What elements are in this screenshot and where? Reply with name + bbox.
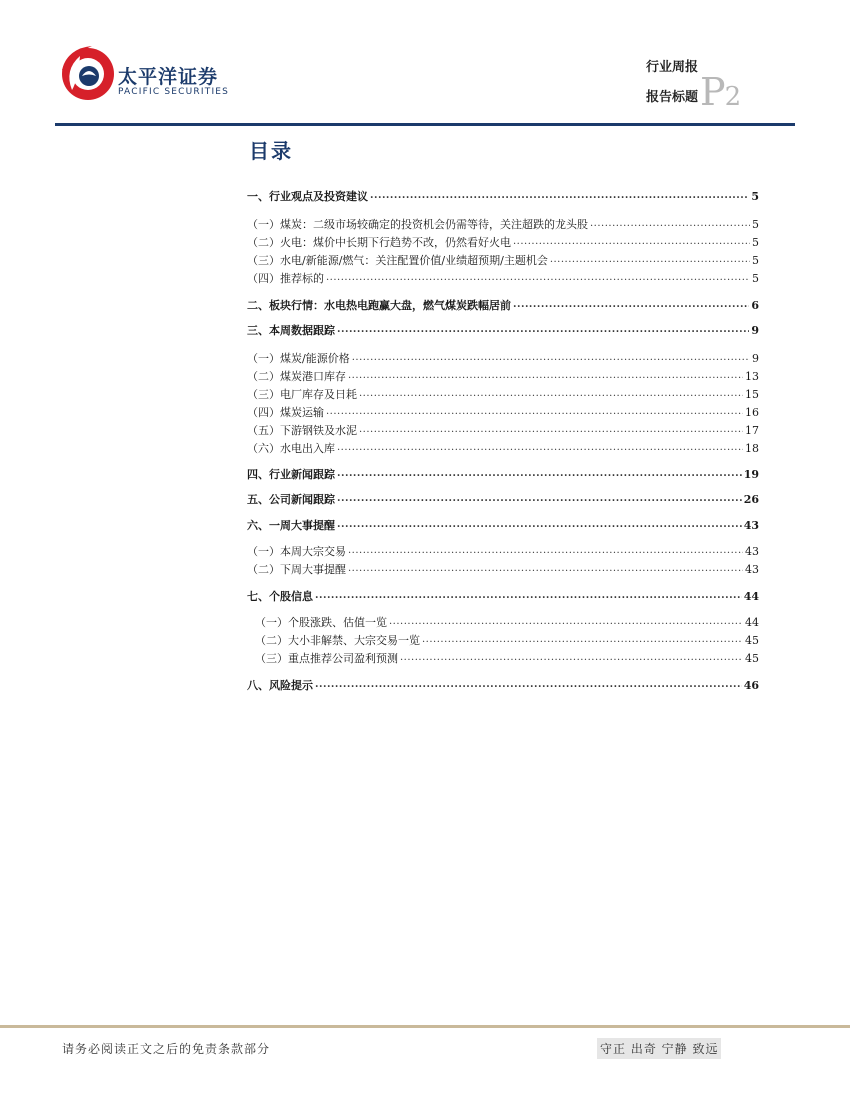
toc-entry-page: 26 [743, 492, 759, 506]
toc-leader-dots [337, 441, 743, 455]
toc-entry-title: 煤炭/能源价格 [280, 352, 350, 365]
toc-entry-page: 9 [751, 323, 759, 337]
toc-title: 目录 [249, 139, 293, 163]
toc-entry[interactable] [247, 296, 759, 314]
toc-entry[interactable] [247, 403, 759, 421]
toc-leader-dots [337, 492, 742, 506]
disclaimer-note: 请务必阅读正文之后的免责条款部分 [62, 1042, 271, 1056]
toc-entry[interactable] [247, 367, 759, 385]
toc-leader-dots [370, 189, 749, 203]
toc-entry-title: 公司新闻跟踪 [269, 493, 335, 506]
toc-leader-dots [326, 271, 750, 285]
toc-entry-page: 15 [745, 387, 759, 401]
toc-entry-title: 行业新闻跟踪 [269, 468, 335, 481]
toc-entry-number: 七、 [247, 590, 269, 603]
toc-entry[interactable] [247, 490, 759, 508]
toc-entry-title: 个股信息 [269, 590, 313, 603]
toc-entry-number: 一、 [247, 190, 269, 203]
toc-entry-number: 五、 [247, 493, 269, 506]
toc-entry-number: （六） [247, 442, 280, 455]
toc-entry-page: 17 [745, 423, 759, 437]
toc-entry[interactable] [247, 587, 759, 605]
toc-entry-number: （三） [247, 388, 280, 401]
toc-entry[interactable] [247, 613, 759, 631]
toc-entry[interactable] [247, 321, 759, 339]
toc-leader-dots [348, 544, 743, 558]
toc-entry[interactable] [247, 421, 759, 439]
toc-leader-dots [389, 615, 743, 629]
toc-entry-number: （一） [247, 545, 280, 558]
toc-entry-title: 板块行情：水电热电跑赢大盘，燃气煤炭跌幅居前 [269, 299, 511, 312]
toc-entry[interactable] [247, 215, 759, 233]
toc-entry-page: 9 [752, 351, 759, 365]
brand-name-cn: 太平洋证券 [118, 66, 219, 88]
toc-leader-dots [513, 235, 750, 249]
company-logo [58, 40, 248, 115]
toc-entry-number: 二、 [247, 299, 269, 312]
toc-leader-dots [422, 633, 743, 647]
toc-leader-dots [337, 518, 742, 532]
pacific-securities-logo-icon [58, 40, 114, 104]
header-rule [55, 123, 795, 126]
toc-entry[interactable] [247, 676, 759, 694]
toc-entry[interactable] [247, 560, 759, 578]
toc-leader-dots [337, 323, 749, 337]
toc-entry-page: 46 [743, 678, 759, 692]
toc-entry-page: 43 [743, 518, 759, 532]
toc-entry-page: 19 [743, 467, 759, 481]
company-motto: 守正 出奇 宁静 致远 [597, 1038, 721, 1059]
toc-entry[interactable] [247, 542, 759, 560]
report-title: 报告标题 [645, 90, 698, 105]
page-header [0, 0, 850, 130]
toc-leader-dots [315, 678, 742, 692]
toc-entry[interactable] [247, 187, 759, 205]
toc-entry[interactable] [247, 251, 759, 269]
page-letter: P [700, 70, 725, 114]
toc-entry-page: 45 [745, 633, 759, 647]
toc-leader-dots [550, 253, 750, 267]
toc-entry-page: 45 [745, 651, 759, 665]
toc-entry-number: 八、 [247, 679, 269, 692]
toc-entry-number: （二） [247, 563, 280, 576]
toc-entry-number: （一） [247, 352, 280, 365]
toc-entry-title: 水电出入库 [280, 442, 335, 455]
toc-entry[interactable] [247, 516, 759, 534]
toc-entry[interactable] [247, 349, 759, 367]
toc-entry-title: 电厂库存及日耗 [280, 388, 357, 401]
page-digit: 2 [724, 82, 741, 112]
toc-entry-number: （四） [247, 406, 280, 419]
toc-entry-title: 推荐标的 [280, 272, 324, 285]
toc-entry-page: 16 [745, 405, 759, 419]
toc-entry[interactable] [247, 631, 759, 649]
toc-entry-number: 四、 [247, 468, 269, 481]
footer-rule [0, 1025, 850, 1028]
toc-leader-dots [326, 405, 743, 419]
toc-entry-page: 5 [752, 217, 759, 231]
toc-entry-page: 44 [745, 615, 759, 629]
toc-entry-title: 下周大事提醒 [280, 563, 346, 576]
toc-entry-page: 44 [743, 589, 759, 603]
toc-leader-dots [590, 217, 750, 231]
page-number [700, 70, 740, 114]
toc-leader-dots [348, 369, 743, 383]
toc-entry-title: 火电：煤价中长期下行趋势不改，仍然看好火电 [280, 236, 511, 249]
brand-name-en: PACIFIC SECURITIES [118, 87, 230, 97]
toc-leader-dots [513, 298, 749, 312]
toc-entry-number: （五） [247, 424, 280, 437]
toc-entry[interactable] [247, 465, 759, 483]
toc-entry-page: 5 [752, 271, 759, 285]
toc-entry-title: 本周数据跟踪 [269, 324, 335, 337]
toc-entry-title: （三）重点推荐公司盈利预测 [255, 652, 398, 665]
report-type: 行业周报 [645, 60, 698, 75]
toc-entry-title: （二）大小非解禁、大宗交易一览 [255, 634, 420, 647]
toc-leader-dots [348, 562, 743, 576]
report-meta [646, 59, 698, 119]
toc-entry-title: 风险提示 [269, 679, 313, 692]
toc-entry-title: 煤炭：二级市场较确定的投资机会仍需等待，关注超跌的龙头股 [280, 218, 588, 231]
toc-entry-title: 行业观点及投资建议 [269, 190, 368, 203]
toc-leader-dots [337, 467, 742, 481]
toc-entry-number: （二） [247, 236, 280, 249]
toc-leader-dots [315, 589, 742, 603]
toc-entry-number: （四） [247, 272, 280, 285]
toc-entry-page: 5 [752, 235, 759, 249]
toc-leader-dots [400, 651, 743, 665]
toc-leader-dots [352, 351, 750, 365]
toc-leader-dots [359, 387, 743, 401]
toc-entry-title: 下游钢铁及水泥 [280, 424, 357, 437]
toc-leader-dots [359, 423, 743, 437]
toc-entry-title: （一）个股涨跌、估值一览 [255, 616, 387, 629]
toc-entry[interactable] [247, 385, 759, 403]
toc-entry[interactable] [247, 439, 759, 457]
toc-entry-number: 六、 [247, 519, 269, 532]
toc-entry-title: 本周大宗交易 [280, 545, 346, 558]
toc-entry-number: 三、 [247, 324, 269, 337]
toc-entry[interactable] [247, 269, 759, 287]
toc-entry-title: 煤炭港口库存 [280, 370, 346, 383]
toc-entry[interactable] [247, 649, 759, 667]
toc-entry-page: 13 [745, 369, 759, 383]
toc-entry-page: 18 [745, 441, 759, 455]
toc-entry-title: 一周大事提醒 [269, 519, 335, 532]
toc-entry-page: 43 [745, 544, 759, 558]
toc-entry-number: （三） [247, 254, 280, 267]
toc-entry-page: 5 [751, 189, 759, 203]
toc-entry[interactable] [247, 233, 759, 251]
toc-entry-number: （二） [247, 370, 280, 383]
toc-entry-page: 6 [751, 298, 759, 312]
toc-entry-title: 水电/新能源/燃气：关注配置价值/业绩超预期/主题机会 [280, 254, 548, 267]
toc-entry-page: 43 [745, 562, 759, 576]
toc-entry-title: 煤炭运输 [280, 406, 324, 419]
toc-entry-page: 5 [752, 253, 759, 267]
toc-entry-number: （一） [247, 218, 280, 231]
